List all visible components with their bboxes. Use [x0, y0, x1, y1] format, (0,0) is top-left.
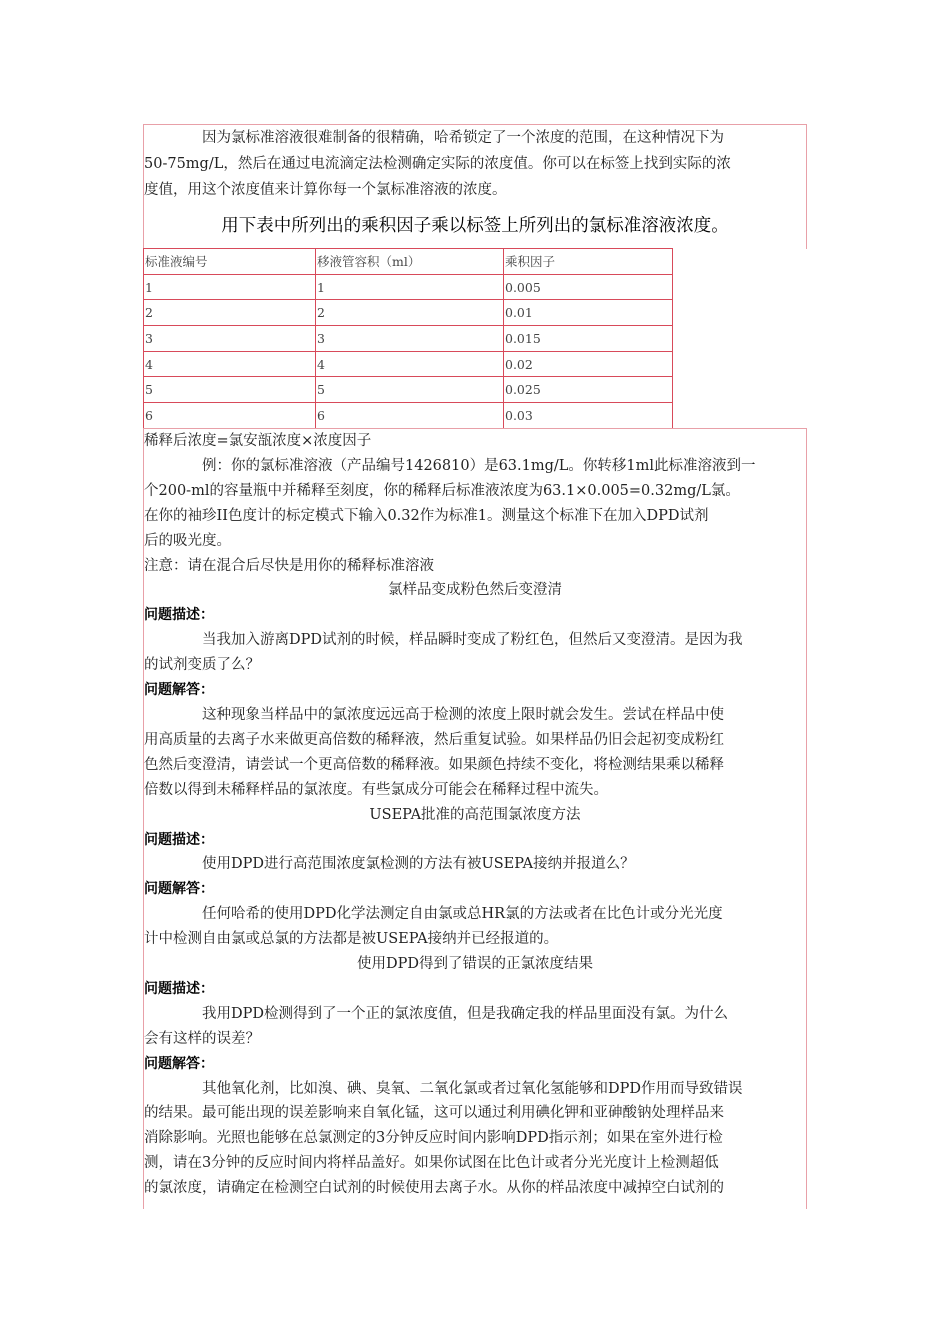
table-row	[144, 274, 673, 300]
text-line: 我用DPD检测得到了一个正的氯浓度值，但是我确定我的样品里面没有氯。为什么	[202, 1005, 729, 1022]
text-line: 在你的袖珍II色度计的标定模式下输入0.32作为标准1。测量这个标准下在加入DPD试剂	[144, 507, 709, 524]
text-line: 使用DPD进行高范围浓度氯检测的方法有被USEPA接纳并报道么？	[202, 856, 635, 873]
table-cell: 4	[316, 351, 504, 377]
text-line: 计中检测自由氯或总氯的方法都是被USEPA接纳并已经报道的。	[144, 931, 559, 948]
text-line: 稀释后浓度=氯安瓿浓度×浓度因子	[144, 433, 372, 449]
faq-label: 问题描述：	[144, 831, 214, 848]
table-header-row	[144, 249, 673, 275]
faq-title: 使用DPD得到了错误的正氯浓度结果	[356, 956, 593, 973]
table-cell: 6	[144, 403, 316, 429]
table-cell: 0.005	[504, 274, 673, 300]
section-heading: 用下表中所列出的乘积因子乘以标签上所列出的氯标准溶液浓度。	[221, 216, 729, 236]
intro-line: 50-75mg/L，然后在通过电流滴定法检测确定实际的浓度值。你可以在标签上找到实际的浓	[144, 156, 731, 172]
faq-title: 氯样品变成粉色然后变澄清	[388, 582, 562, 599]
text-line: 会有这样的误差？	[144, 1030, 260, 1047]
table-cell: 0.03	[504, 403, 673, 429]
table-row	[144, 377, 673, 403]
table-header: 标准液编号	[144, 249, 316, 275]
text-line: 倍数以得到未稀释样品的氯浓度。有些氯成分可能会在稀释过程中流失。	[144, 781, 608, 798]
text-line: 其他氧化剂，比如溴、碘、臭氧、二氧化氯或者过氧化氢能够和DPD作用而导致错误	[202, 1080, 743, 1097]
faq-label: 问题描述：	[144, 980, 214, 997]
text-line: 用高质量的去离子水来做更高倍数的稀释液，然后重复试验。如果样品仍旧会起初变成粉红	[144, 731, 724, 748]
table-cell: 2	[316, 300, 504, 326]
text-line: 个200-ml的容量瓶中并稀释至刻度，你的稀释后标准液浓度为63.1×0.005=0.32mg/L氯。	[144, 482, 740, 499]
text-line: 注意：请在混合后尽快是用你的稀释标准溶液	[144, 557, 434, 574]
text-line: 当我加入游离DPD试剂的时候，样品瞬时变成了粉红色，但然后又变澄清。是因为我	[202, 632, 743, 649]
text-line: 的氯浓度，请确定在检测空白试剂的时候使用去离子水。从你的样品浓度中减掉空白试剂的	[144, 1180, 724, 1197]
text-line: 任何哈希的使用DPD化学法测定自由氯或总HR氯的方法或者在比色计或分光光度	[202, 906, 723, 923]
table-row	[144, 326, 673, 352]
table-cell: 1	[144, 274, 316, 300]
faq-label: 问题解答：	[144, 1055, 214, 1072]
faq-label: 问题解答：	[144, 881, 214, 898]
table-cell: 2	[144, 300, 316, 326]
text-line: 消除影响。光照也能够在总氯测定的3分钟反应时间内影响DPD指示剂；如果在室外进行检	[144, 1130, 723, 1147]
faq-label: 问题解答：	[144, 682, 214, 699]
text-line: 例：你的氯标准溶液（产品编号1426810）是63.1mg/L。你转移1ml此标准溶液到一	[202, 457, 756, 474]
table-cell: 3	[316, 326, 504, 352]
table-row	[144, 403, 673, 429]
faq-section	[143, 428, 807, 1209]
intro-line: 度值，用这个浓度值来计算你每一个氯标准溶液的浓度。	[144, 182, 507, 198]
text-line: 这种现象当样品中的氯浓度远远高于检测的浓度上限时就会发生。尝试在样品中使	[202, 706, 724, 723]
intro-section	[143, 124, 807, 249]
table-cell: 1	[316, 274, 504, 300]
table-cell: 5	[144, 377, 316, 403]
text-line: 色然后变澄清，请尝试一个更高倍数的稀释液。如果颜色持续不变化，将检测结果乘以稀释	[144, 756, 724, 773]
text-line: 的结果。最可能出现的误差影响来自氧化锰，这可以通过利用碘化钾和亚砷酸钠处理样品来	[144, 1105, 724, 1122]
table-cell: 5	[316, 377, 504, 403]
table-header: 乘积因子	[504, 249, 673, 275]
table-header: 移液管容积（ml）	[316, 249, 504, 275]
table-cell: 0.01	[504, 300, 673, 326]
intro-line: 因为氯标准溶液很难制备的很精确，哈希锁定了一个浓度的范围，在这种情况下为	[202, 130, 724, 146]
text-line: 后的吸光度。	[144, 532, 231, 549]
table-cell: 0.02	[504, 351, 673, 377]
table-row	[144, 300, 673, 326]
text-line: 测，请在3分钟的反应时间内将样品盖好。如果你试图在比色计或者分光光度计上检测超低	[144, 1155, 719, 1172]
table-cell: 0.015	[504, 326, 673, 352]
text-line: 的试剂变质了么？	[144, 657, 260, 674]
faq-title: USEPA批准的高范围氯浓度方法	[369, 806, 581, 823]
table-row	[144, 351, 673, 377]
table-cell: 3	[144, 326, 316, 352]
factor-table	[143, 248, 673, 429]
table-cell: 4	[144, 351, 316, 377]
table-cell: 6	[316, 403, 504, 429]
table-cell: 0.025	[504, 377, 673, 403]
faq-label: 问题描述：	[144, 607, 214, 624]
